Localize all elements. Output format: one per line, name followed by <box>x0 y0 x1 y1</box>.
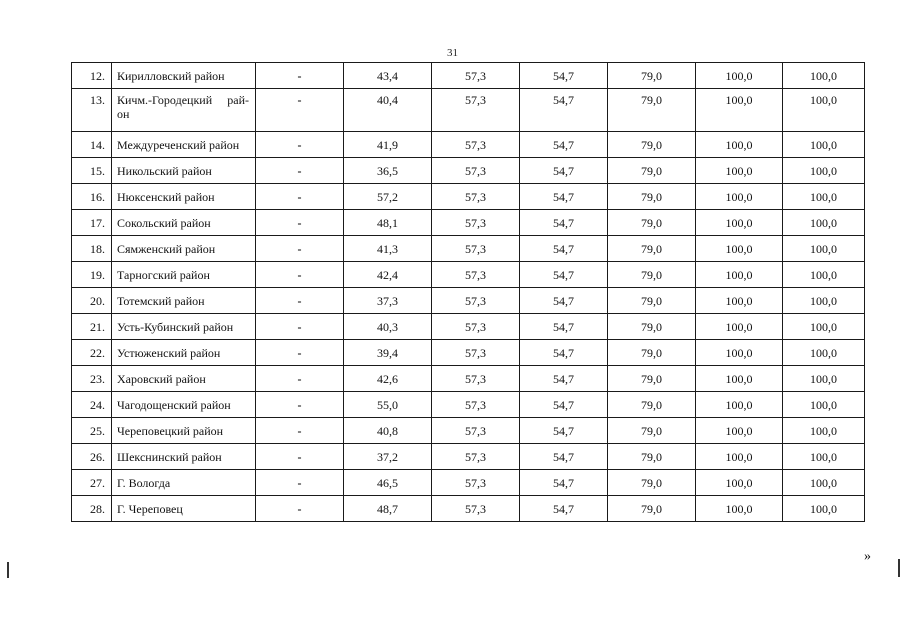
value-cell-1: - <box>256 496 344 522</box>
district-name-cell: Харовский район <box>112 366 256 392</box>
value-cell-3: 57,3 <box>432 366 520 392</box>
value-cell-1: - <box>256 288 344 314</box>
district-name-cell: Тотемский район <box>112 288 256 314</box>
table-row <box>72 89 865 132</box>
row-number-cell: 15. <box>72 158 112 184</box>
value-cell-3: 57,3 <box>432 236 520 262</box>
row-number-cell: 22. <box>72 340 112 366</box>
value-cell-4: 54,7 <box>520 63 608 89</box>
table-row <box>72 314 865 340</box>
value-cell-1: - <box>256 262 344 288</box>
district-name-cell: Усть-Кубинский район <box>112 314 256 340</box>
value-cell-5: 79,0 <box>608 392 696 418</box>
value-cell-3: 57,3 <box>432 132 520 158</box>
row-number-cell: 24. <box>72 392 112 418</box>
value-cell-5: 79,0 <box>608 132 696 158</box>
row-number-cell: 26. <box>72 444 112 470</box>
value-cell-7: 100,0 <box>783 89 865 132</box>
value-cell-3: 57,3 <box>432 262 520 288</box>
value-cell-5: 79,0 <box>608 63 696 89</box>
value-cell-2: 48,7 <box>344 496 432 522</box>
value-cell-3: 57,3 <box>432 418 520 444</box>
value-cell-2: 48,1 <box>344 210 432 236</box>
value-cell-6: 100,0 <box>696 418 783 444</box>
value-cell-3: 57,3 <box>432 392 520 418</box>
value-cell-3: 57,3 <box>432 63 520 89</box>
value-cell-5: 79,0 <box>608 444 696 470</box>
table-row <box>72 340 865 366</box>
value-cell-5: 79,0 <box>608 236 696 262</box>
district-name-cell: Устюженский район <box>112 340 256 366</box>
row-number-cell: 21. <box>72 314 112 340</box>
closing-quote-mark: » <box>864 549 871 564</box>
value-cell-4: 54,7 <box>520 340 608 366</box>
row-number-cell: 14. <box>72 132 112 158</box>
value-cell-6: 100,0 <box>696 132 783 158</box>
value-cell-4: 54,7 <box>520 89 608 132</box>
value-cell-2: 41,9 <box>344 132 432 158</box>
value-cell-4: 54,7 <box>520 210 608 236</box>
value-cell-5: 79,0 <box>608 210 696 236</box>
value-cell-1: - <box>256 366 344 392</box>
value-cell-4: 54,7 <box>520 288 608 314</box>
value-cell-7: 100,0 <box>783 496 865 522</box>
table-row <box>72 444 865 470</box>
value-cell-5: 79,0 <box>608 89 696 132</box>
table-row <box>72 366 865 392</box>
value-cell-1: - <box>256 236 344 262</box>
district-name-cell: Сокольский район <box>112 210 256 236</box>
value-cell-1: - <box>256 63 344 89</box>
value-cell-6: 100,0 <box>696 496 783 522</box>
row-number-cell: 25. <box>72 418 112 444</box>
row-number-cell: 12. <box>72 63 112 89</box>
value-cell-3: 57,3 <box>432 89 520 132</box>
value-cell-1: - <box>256 392 344 418</box>
value-cell-6: 100,0 <box>696 470 783 496</box>
value-cell-3: 57,3 <box>432 496 520 522</box>
value-cell-2: 40,8 <box>344 418 432 444</box>
district-name-cell: Шекснинский район <box>112 444 256 470</box>
district-name-cell: Тарногский район <box>112 262 256 288</box>
district-name-cell: Сямженский район <box>112 236 256 262</box>
value-cell-7: 100,0 <box>783 288 865 314</box>
table-row <box>72 132 865 158</box>
scan-edge-mark-left <box>7 562 9 578</box>
value-cell-2: 55,0 <box>344 392 432 418</box>
value-cell-2: 36,5 <box>344 158 432 184</box>
value-cell-6: 100,0 <box>696 184 783 210</box>
value-cell-1: - <box>256 158 344 184</box>
value-cell-1: - <box>256 184 344 210</box>
value-cell-3: 57,3 <box>432 288 520 314</box>
value-cell-1: - <box>256 418 344 444</box>
value-cell-7: 100,0 <box>783 262 865 288</box>
value-cell-4: 54,7 <box>520 262 608 288</box>
table-row <box>72 262 865 288</box>
value-cell-1: - <box>256 314 344 340</box>
value-cell-7: 100,0 <box>783 470 865 496</box>
value-cell-7: 100,0 <box>783 236 865 262</box>
row-number-cell: 28. <box>72 496 112 522</box>
value-cell-5: 79,0 <box>608 418 696 444</box>
value-cell-2: 42,4 <box>344 262 432 288</box>
district-name-cell: Междуреченский район <box>112 132 256 158</box>
value-cell-3: 57,3 <box>432 184 520 210</box>
value-cell-4: 54,7 <box>520 314 608 340</box>
page-number: 31 <box>447 47 458 59</box>
value-cell-2: 46,5 <box>344 470 432 496</box>
value-cell-5: 79,0 <box>608 262 696 288</box>
value-cell-3: 57,3 <box>432 314 520 340</box>
value-cell-6: 100,0 <box>696 236 783 262</box>
district-name-cell: Кирилловский район <box>112 63 256 89</box>
value-cell-4: 54,7 <box>520 392 608 418</box>
row-number-cell: 23. <box>72 366 112 392</box>
value-cell-5: 79,0 <box>608 470 696 496</box>
value-cell-3: 57,3 <box>432 470 520 496</box>
value-cell-3: 57,3 <box>432 210 520 236</box>
value-cell-6: 100,0 <box>696 210 783 236</box>
value-cell-2: 37,2 <box>344 444 432 470</box>
value-cell-7: 100,0 <box>783 392 865 418</box>
value-cell-3: 57,3 <box>432 444 520 470</box>
value-cell-2: 39,4 <box>344 340 432 366</box>
table-row <box>72 184 865 210</box>
value-cell-4: 54,7 <box>520 132 608 158</box>
value-cell-6: 100,0 <box>696 158 783 184</box>
row-number-cell: 20. <box>72 288 112 314</box>
value-cell-7: 100,0 <box>783 184 865 210</box>
value-cell-6: 100,0 <box>696 340 783 366</box>
value-cell-1: - <box>256 210 344 236</box>
value-cell-6: 100,0 <box>696 392 783 418</box>
table-row <box>72 158 865 184</box>
value-cell-4: 54,7 <box>520 158 608 184</box>
district-name-cell: Чагодощенский район <box>112 392 256 418</box>
value-cell-4: 54,7 <box>520 418 608 444</box>
row-number-cell: 16. <box>72 184 112 210</box>
value-cell-4: 54,7 <box>520 236 608 262</box>
value-cell-7: 100,0 <box>783 340 865 366</box>
value-cell-4: 54,7 <box>520 184 608 210</box>
table-row <box>72 288 865 314</box>
value-cell-2: 40,4 <box>344 89 432 132</box>
value-cell-2: 42,6 <box>344 366 432 392</box>
district-name-cell: Череповецкий район <box>112 418 256 444</box>
value-cell-4: 54,7 <box>520 470 608 496</box>
value-cell-5: 79,0 <box>608 288 696 314</box>
table-row <box>72 210 865 236</box>
row-number-cell: 27. <box>72 470 112 496</box>
row-number-cell: 19. <box>72 262 112 288</box>
value-cell-7: 100,0 <box>783 366 865 392</box>
value-cell-7: 100,0 <box>783 314 865 340</box>
table-row <box>72 496 865 522</box>
table-row <box>72 63 865 89</box>
value-cell-5: 79,0 <box>608 340 696 366</box>
value-cell-2: 37,3 <box>344 288 432 314</box>
district-name-cell: Кичм.-Городецкий рай-он <box>112 89 256 132</box>
district-name-cell: Г. Череповец <box>112 496 256 522</box>
value-cell-1: - <box>256 89 344 132</box>
value-cell-3: 57,3 <box>432 340 520 366</box>
value-cell-5: 79,0 <box>608 184 696 210</box>
value-cell-7: 100,0 <box>783 444 865 470</box>
table-row <box>72 392 865 418</box>
value-cell-7: 100,0 <box>783 158 865 184</box>
value-cell-1: - <box>256 470 344 496</box>
value-cell-4: 54,7 <box>520 496 608 522</box>
value-cell-5: 79,0 <box>608 158 696 184</box>
value-cell-3: 57,3 <box>432 158 520 184</box>
table-body <box>72 63 865 522</box>
value-cell-5: 79,0 <box>608 496 696 522</box>
value-cell-6: 100,0 <box>696 444 783 470</box>
table-row <box>72 418 865 444</box>
value-cell-2: 43,4 <box>344 63 432 89</box>
value-cell-7: 100,0 <box>783 63 865 89</box>
district-indicators-table <box>71 62 865 522</box>
value-cell-1: - <box>256 340 344 366</box>
district-name-cell: Никольский район <box>112 158 256 184</box>
value-cell-6: 100,0 <box>696 366 783 392</box>
value-cell-6: 100,0 <box>696 89 783 132</box>
value-cell-6: 100,0 <box>696 314 783 340</box>
value-cell-6: 100,0 <box>696 288 783 314</box>
value-cell-2: 57,2 <box>344 184 432 210</box>
value-cell-6: 100,0 <box>696 262 783 288</box>
value-cell-7: 100,0 <box>783 210 865 236</box>
table-row <box>72 236 865 262</box>
scan-edge-mark-right <box>898 559 900 577</box>
value-cell-7: 100,0 <box>783 132 865 158</box>
value-cell-5: 79,0 <box>608 314 696 340</box>
district-name-cell: Нюксенский район <box>112 184 256 210</box>
row-number-cell: 17. <box>72 210 112 236</box>
row-number-cell: 13. <box>72 89 112 132</box>
value-cell-5: 79,0 <box>608 366 696 392</box>
value-cell-4: 54,7 <box>520 444 608 470</box>
table-row <box>72 470 865 496</box>
value-cell-6: 100,0 <box>696 63 783 89</box>
row-number-cell: 18. <box>72 236 112 262</box>
district-name-cell: Г. Вологда <box>112 470 256 496</box>
value-cell-7: 100,0 <box>783 418 865 444</box>
value-cell-1: - <box>256 132 344 158</box>
value-cell-1: - <box>256 444 344 470</box>
value-cell-2: 41,3 <box>344 236 432 262</box>
value-cell-2: 40,3 <box>344 314 432 340</box>
value-cell-4: 54,7 <box>520 366 608 392</box>
